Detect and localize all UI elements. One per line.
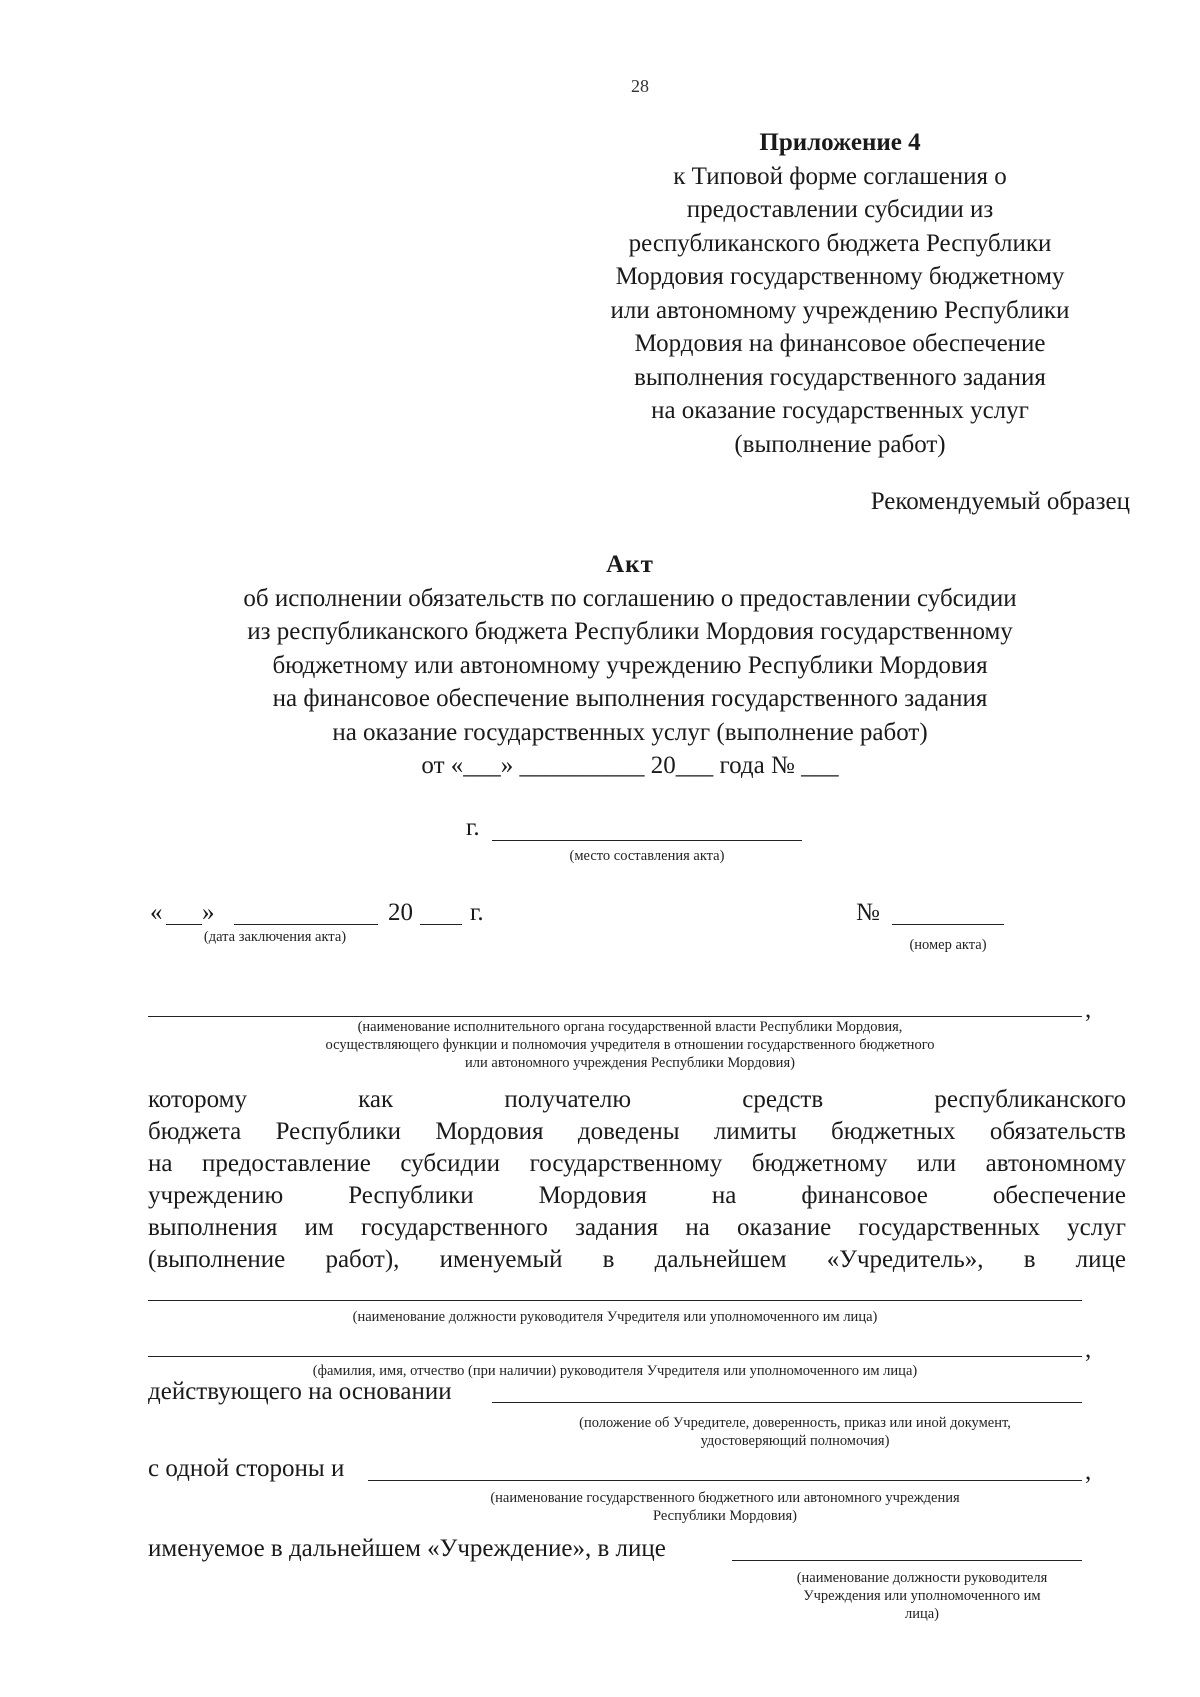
act-number-field[interactable] bbox=[892, 924, 1004, 925]
acting-basis-caption-line: удостоверяющий полномочия) bbox=[700, 1433, 890, 1449]
named-institution-label: именуемое в дальнейшем «Учреждение», в лице bbox=[148, 1535, 666, 1562]
main-paragraph bbox=[148, 1084, 1126, 1276]
act-subtitle-line: на финансовое обеспечение выполнения государственного задания bbox=[272, 685, 988, 712]
act-title: Акт bbox=[606, 551, 654, 578]
date-day-field[interactable] bbox=[166, 924, 202, 925]
paragraph-line: (выполнение работ), именуемый в дальнейшем «Учредитель», в лице bbox=[148, 1246, 1126, 1273]
appendix-line: Мордовия государственному бюджетному bbox=[615, 263, 1065, 290]
place-caption: (место составления акта) bbox=[569, 848, 725, 864]
institution-field[interactable] bbox=[368, 1480, 1082, 1481]
institution-comma: , bbox=[1085, 1458, 1092, 1485]
founder-org-field[interactable] bbox=[148, 1016, 1082, 1017]
founder-org-caption bbox=[200, 1018, 1060, 1072]
place-field[interactable] bbox=[492, 840, 802, 841]
act-number-sign: № bbox=[856, 899, 880, 926]
date-year-suffix: г. bbox=[470, 899, 484, 926]
institution-caption-line: Республики Мордовия) bbox=[653, 1508, 797, 1524]
founder-org-caption-line: осуществляющего функции и полномочия учредителя в отношении государственного бюджетного bbox=[325, 1037, 935, 1053]
act-header bbox=[150, 548, 1110, 783]
inst-position-caption-line: лица) bbox=[904, 1606, 940, 1622]
founder-position-caption: (наименование должности руководителя Учредителя или уполномоченного им лица) bbox=[352, 1309, 878, 1325]
page-number: 28 bbox=[631, 76, 649, 96]
one-side-label: с одной стороны и bbox=[148, 1455, 345, 1482]
paragraph-line: на предоставление субсидии государственному бюджетному или автономному bbox=[148, 1150, 1126, 1177]
paragraph-line: бюджета Республики Мордовия доведены лимиты бюджетных обязательств bbox=[148, 1118, 1126, 1145]
appendix-line: на оказание государственных услуг bbox=[651, 397, 1029, 424]
appendix-line: предоставлении субсидии из bbox=[686, 196, 994, 223]
acting-basis-label: действующего на основании bbox=[148, 1378, 452, 1405]
act-date-line: от «___» __________ 20___ года № ___ bbox=[421, 752, 839, 779]
appendix-line: республиканского бюджета Республики bbox=[628, 229, 1052, 257]
paragraph-line: выполнения им государственного задания на оказание государственных услуг bbox=[148, 1214, 1126, 1241]
act-subtitle-line: на оказание государственных услуг (выполнение работ) bbox=[332, 718, 928, 746]
act-subtitle-line: из республиканского бюджета Республики Мордовия государственному bbox=[247, 618, 1013, 645]
act-number-caption: (номер акта) bbox=[909, 937, 987, 953]
founder-name-field[interactable] bbox=[148, 1356, 1082, 1357]
appendix-line: (выполнение работ) bbox=[734, 430, 946, 458]
acting-basis-caption bbox=[500, 1414, 1090, 1450]
place-prefix: г. bbox=[466, 814, 480, 841]
act-subtitle-line: об исполнении обязательств по соглашению о предоставлении субсидии bbox=[243, 584, 1017, 612]
inst-position-caption-line: (наименование должности руководителя bbox=[796, 1570, 1048, 1586]
appendix-line: выполнения государственного задания bbox=[634, 363, 1046, 391]
date-year-prefix: 20 bbox=[388, 899, 413, 926]
founder-name-comma: , bbox=[1085, 1336, 1092, 1363]
inst-position-caption bbox=[752, 1569, 1092, 1623]
founder-org-comma: , bbox=[1085, 996, 1092, 1023]
acting-basis-caption-line: (положение об Учредителе, доверенность, приказ или иной документ, bbox=[579, 1415, 1011, 1431]
appendix-line: или автономному учреждению Республики bbox=[610, 296, 1070, 324]
institution-caption-line: (наименование государственного бюджетного или автономного учреждения bbox=[490, 1490, 960, 1506]
appendix-line: Мордовия на финансовое обеспечение bbox=[634, 330, 1046, 357]
paragraph-line: учреждению Республики Мордовия на финансовое обеспечение bbox=[148, 1182, 1126, 1209]
acting-basis-field[interactable] bbox=[492, 1402, 1082, 1403]
date-year-field[interactable] bbox=[420, 924, 462, 925]
date-month-field[interactable] bbox=[234, 924, 378, 925]
appendix-header bbox=[560, 126, 1120, 461]
act-subtitle-line: бюджетному или автономному учреждению Республики Мордовия bbox=[272, 651, 988, 679]
appendix-line: к Типовой форме соглашения о bbox=[673, 162, 1007, 190]
date-caption: (дата заключения акта) bbox=[203, 929, 347, 945]
date-close-quote: » bbox=[202, 899, 215, 926]
founder-org-caption-line: или автономного учреждения Республики Мордовия) bbox=[465, 1055, 795, 1071]
date-open-quote: « bbox=[150, 899, 163, 926]
founder-org-caption-line: (наименование исполнительного органа государственной власти Республики Мордовия, bbox=[357, 1019, 903, 1035]
appendix-title: Приложение 4 bbox=[759, 129, 921, 156]
institution-caption bbox=[368, 1489, 1082, 1525]
founder-position-field[interactable] bbox=[148, 1300, 1082, 1301]
inst-position-field[interactable] bbox=[732, 1560, 1082, 1561]
paragraph-line: которому как получателю средств республиканского bbox=[148, 1086, 1126, 1113]
founder-name-caption: (фамилия, имя, отчество (при наличии) руководителя Учредителя или уполномоченного им лица) bbox=[312, 1363, 918, 1379]
recommended-sample: Рекомендуемый образец bbox=[870, 488, 1130, 515]
inst-position-caption-line: Учреждения или уполномоченного им bbox=[803, 1588, 1041, 1604]
